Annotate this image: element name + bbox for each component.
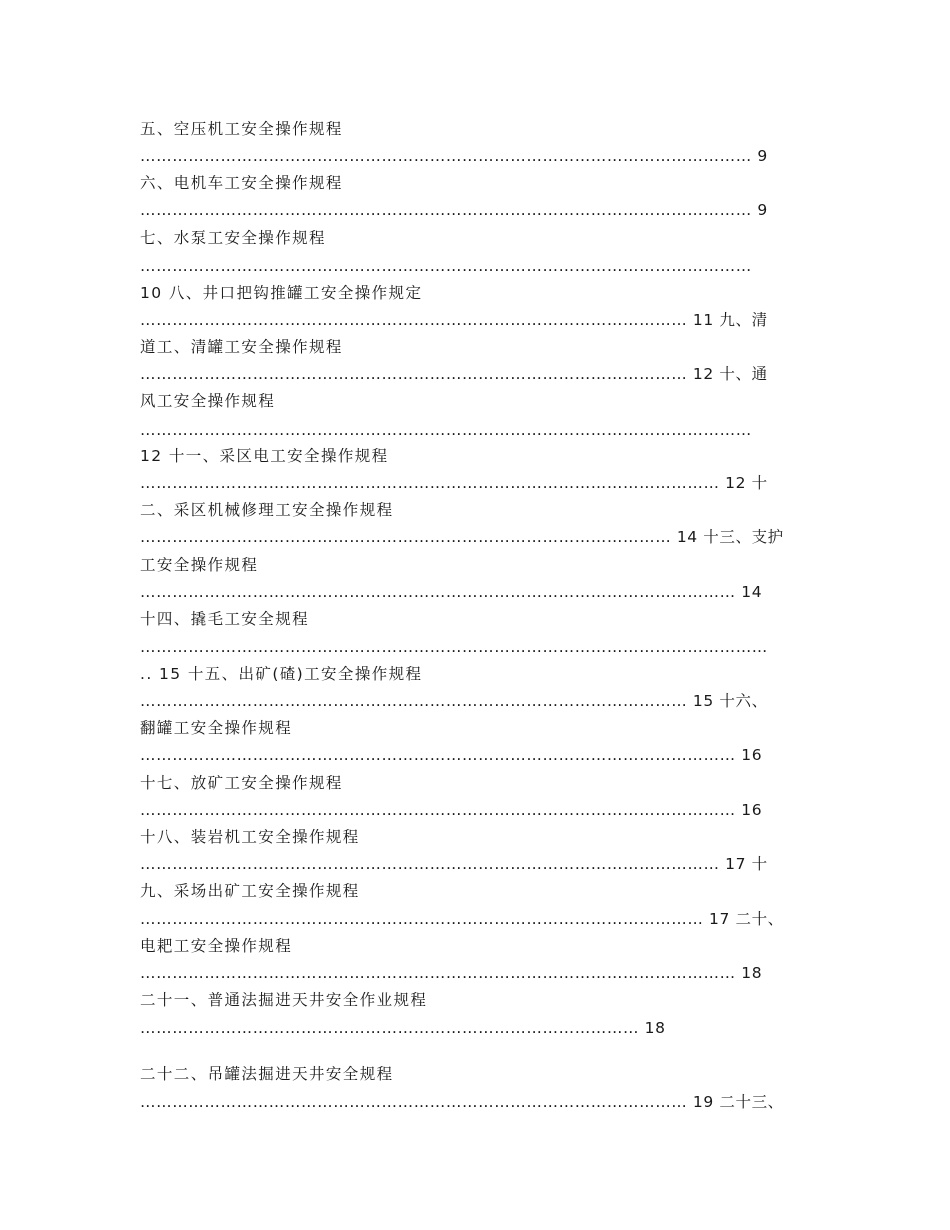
toc-leader-line: …………………………………………………………………………………………… 17 二十、: [140, 910, 784, 928]
toc-line: 风工安全操作规程: [140, 392, 276, 410]
toc-line: 二十一、普通法掘进天井安全作业规程: [140, 991, 428, 1009]
toc-leader-line: ………………………………………………………………………………… 18: [140, 1019, 666, 1037]
toc-line: 12 十一、采区电工安全操作规程: [140, 447, 389, 465]
toc-line: 电耙工安全操作规程: [140, 937, 293, 955]
toc-line: 七、水泵工安全操作规程: [140, 229, 326, 247]
toc-leader-line: ……………………………………………………………………………………………… 12 十: [140, 474, 768, 492]
toc-line: 二、采区机械修理工安全操作规程: [140, 501, 394, 519]
toc-line: .. 15 十五、出矿(碴)工安全操作规程: [140, 665, 423, 683]
toc-leader-line: ……………………………………………………………………………………………… 17 十: [140, 855, 768, 873]
toc-leader-line: ……………………………………………………………………………………… 14 十三、支护: [140, 528, 784, 546]
toc-leader-line: ……………………………………………………………………………………………………: [140, 421, 752, 439]
toc-line: 工安全操作规程: [140, 556, 259, 574]
toc-leader-line: ………………………………………………………………………………………………… 18: [140, 964, 763, 982]
toc-leader-line: ………………………………………………………………………………………… 12 十、通: [140, 365, 768, 383]
toc-leader-line: ………………………………………………………………………………………… 19 二十三、: [140, 1093, 784, 1111]
toc-leader-line: …………………………………………………………………………………………………… 9: [140, 147, 768, 165]
toc-leader-line: ……………………………………………………………………………………………………: [140, 257, 752, 275]
toc-leader-line: ………………………………………………………………………………………………… 14: [140, 583, 763, 601]
toc-leader-line: ………………………………………………………………………………………… 15 十六、: [140, 692, 768, 710]
toc-line: 六、电机车工安全操作规程: [140, 174, 343, 192]
toc-leader-line: …………………………………………………………………………………………………… 9: [140, 201, 768, 219]
toc-line: 五、空压机工安全操作规程: [140, 120, 343, 138]
toc-line: 翻罐工安全操作规程: [140, 719, 293, 737]
toc-leader-line: ………………………………………………………………………………………………… 16: [140, 801, 763, 819]
toc-line: 十七、放矿工安全操作规程: [140, 774, 343, 792]
toc-leader-line: ………………………………………………………………………………………………… 16: [140, 746, 763, 764]
toc-line: 二十二、吊罐法掘进天井安全规程: [140, 1065, 394, 1083]
toc-line: 道工、清罐工安全操作规程: [140, 338, 343, 356]
toc-line: 10 八、井口把钩推罐工安全操作规定: [140, 284, 423, 302]
toc-leader-line: ………………………………………………………………………………………………………: [140, 638, 768, 656]
toc-line: 九、采场出矿工安全操作规程: [140, 882, 360, 900]
toc-leader-line: ………………………………………………………………………………………… 11 九、清: [140, 311, 768, 329]
toc-line: 十八、装岩机工安全操作规程: [140, 828, 360, 846]
toc-line: 十四、撬毛工安全规程: [140, 610, 310, 628]
